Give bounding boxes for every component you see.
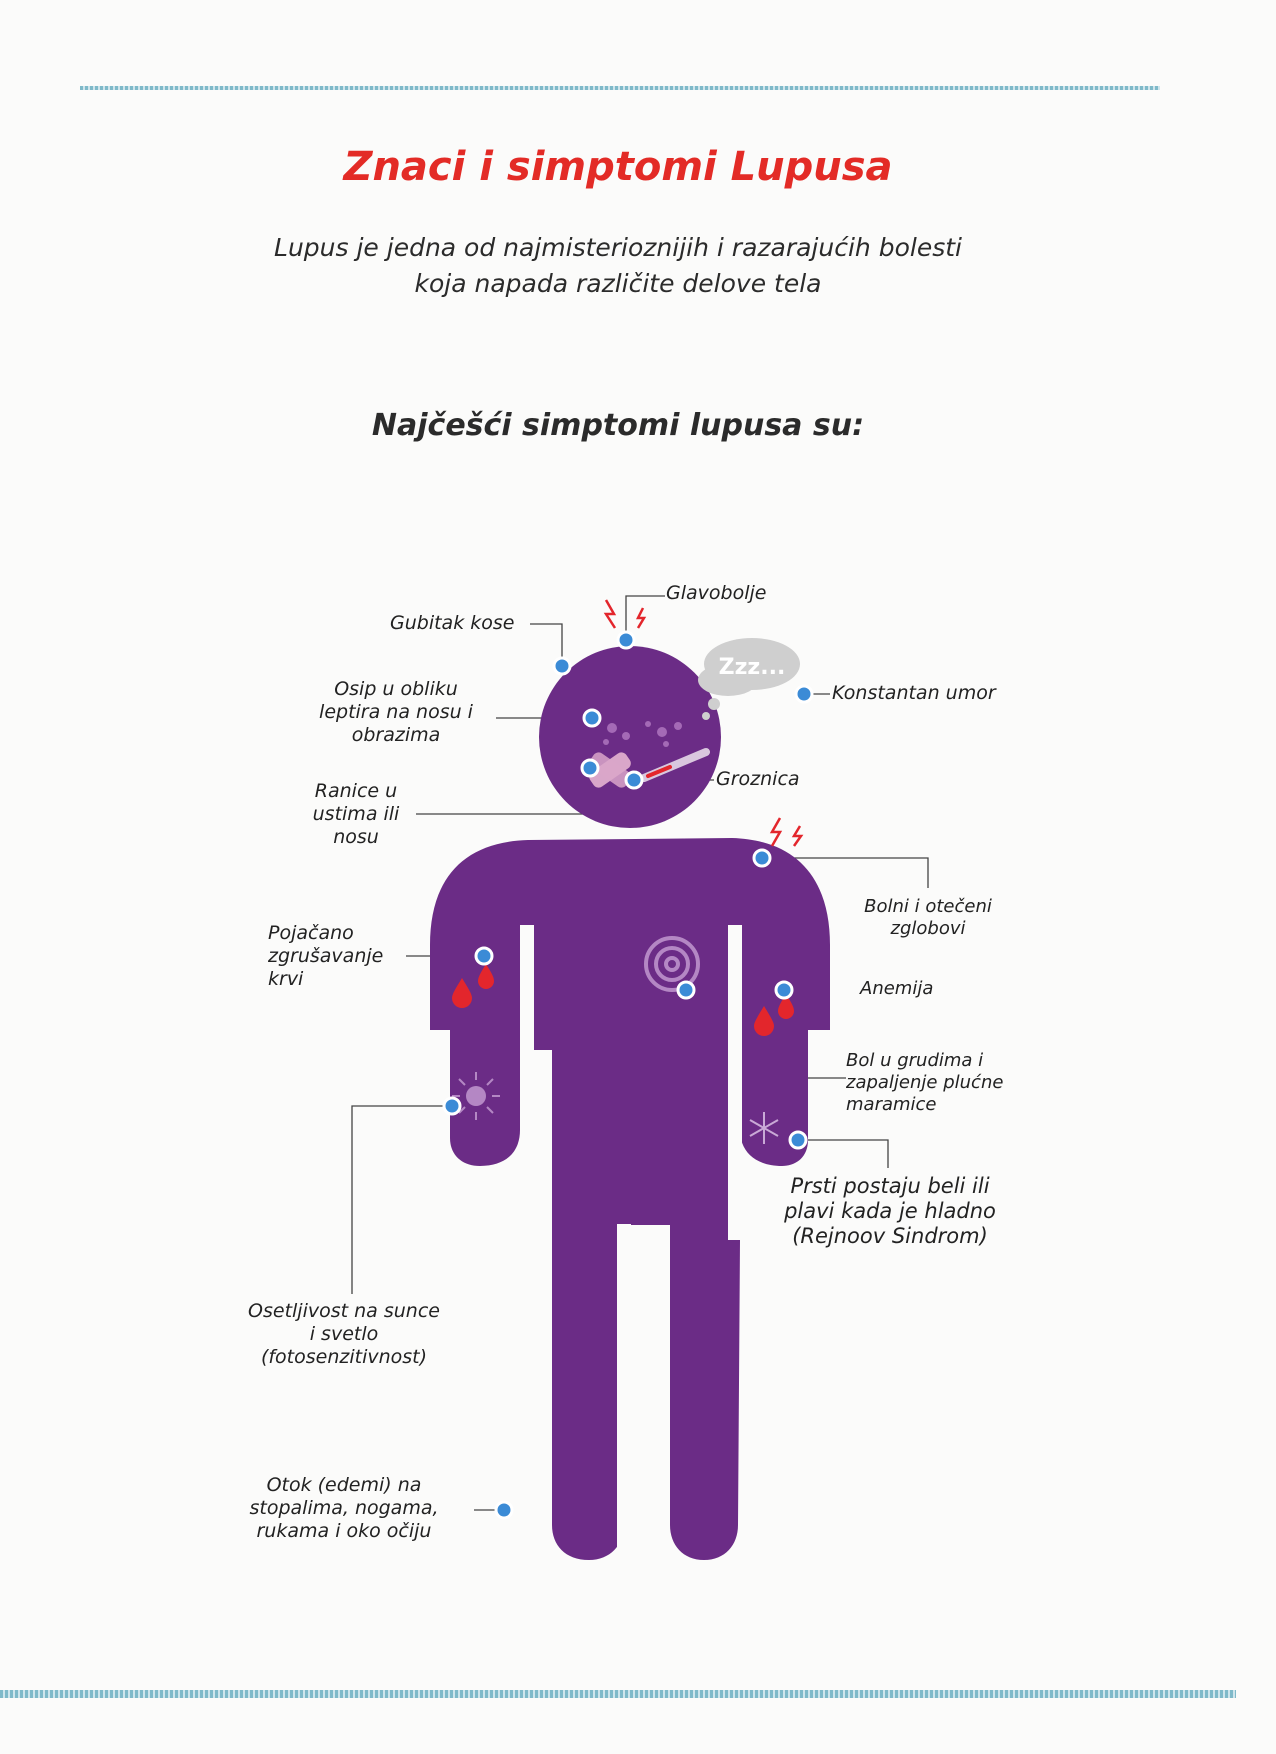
lightning-bolt-icon (606, 600, 615, 628)
label-zglobovi (846, 896, 1010, 940)
sun-icon (452, 1072, 500, 1120)
label-line: Ranice u (314, 780, 398, 802)
label-line: zgrušavanje (268, 945, 384, 967)
rash-dot (607, 723, 617, 733)
section-heading: Najčešći simptomi lupusa su: (371, 408, 865, 443)
bottom-divider (0, 1690, 1236, 1698)
rash-dot (674, 722, 682, 730)
marker-anemia (776, 982, 792, 998)
leader-line-sun (352, 1106, 452, 1294)
sun-core (466, 1086, 486, 1106)
label-zgrusavanje (268, 922, 383, 991)
label-line: Otok (edemi) na (266, 1474, 422, 1496)
marker-rash (584, 710, 600, 726)
label-line: obrazima (351, 724, 441, 746)
sleep-cloud (702, 712, 710, 720)
subtitle-line: Lupus je jedna od najmisterioznijih i razarajućih bolesti (274, 233, 962, 262)
marker-sun (444, 1098, 460, 1114)
marker-clotting (476, 948, 492, 964)
label-prsti (770, 1174, 1010, 1249)
label-anemija: Anemija (860, 978, 934, 999)
lightning-bolt-icon (772, 818, 780, 846)
rash-dot (622, 732, 630, 740)
marker-sores (582, 760, 598, 776)
label-line: Prsti postaju beli ili (790, 1174, 990, 1198)
joint-lightning-icon (772, 818, 801, 846)
label-konstantan-umor: Konstantan umor (832, 682, 996, 704)
marker-fatigue (796, 686, 812, 702)
label-line: leptira na nosu i (319, 701, 473, 723)
label-groznica: Groznica (716, 768, 800, 790)
marker-chest (678, 982, 694, 998)
label-glavobolje: Glavobolje (666, 582, 767, 604)
label-line: ustima ili (312, 803, 400, 825)
subtitle-line: koja napada različite delove tela (414, 269, 822, 298)
label-line: Osip u obliku (334, 678, 458, 700)
label-gubitak-kose: Gubitak kose (390, 612, 515, 634)
label-ranice (296, 780, 416, 849)
label-otok (226, 1474, 462, 1543)
label-line: krvi (268, 968, 304, 990)
label-line: Bolni i otečeni (864, 896, 992, 917)
marker-joints (754, 850, 770, 866)
lightning-bolt-icon (794, 826, 801, 846)
lightning-bolt-icon (638, 608, 644, 628)
label-line: Bol u grudima i (846, 1050, 984, 1071)
label-grudi (846, 1050, 1003, 1116)
page-title: Znaci i simptomi Lupusa (343, 144, 893, 190)
label-line: rukama i oko očiju (256, 1520, 432, 1542)
headache-lightning-icon (606, 600, 644, 628)
rash-dot (657, 727, 667, 737)
label-line: zglobovi (890, 918, 966, 939)
label-line: plavi kada je hladno (784, 1199, 996, 1223)
rash-dot (603, 739, 609, 745)
marker-edema (496, 1502, 512, 1518)
leader-line-fingers (798, 1140, 888, 1168)
label-osip (296, 678, 496, 747)
marker-headache (618, 632, 634, 648)
label-line: maramice (846, 1094, 937, 1115)
marker-fingers (790, 1132, 806, 1148)
label-line: Osetljivost na sunce (248, 1300, 440, 1322)
label-osetljivost (226, 1300, 462, 1369)
rash-dot (663, 741, 669, 747)
label-line: (Rejnoov Sindrom) (792, 1224, 988, 1248)
label-line: Pojačano (268, 922, 354, 944)
label-line: stopalima, nogama, (249, 1497, 439, 1519)
marker-fever (626, 772, 642, 788)
rash-dot (645, 721, 651, 727)
label-line: nosu (333, 826, 379, 848)
label-line: (fotosenzitivnost) (260, 1346, 428, 1368)
label-line: i svetlo (309, 1323, 379, 1345)
sleep-cloud (708, 698, 720, 710)
label-line: zapaljenje plućne (846, 1072, 1004, 1093)
sleep-bubble-text: Zzz... (718, 655, 786, 680)
marker-hair-loss (554, 658, 570, 674)
sleep-bubble (698, 638, 800, 720)
